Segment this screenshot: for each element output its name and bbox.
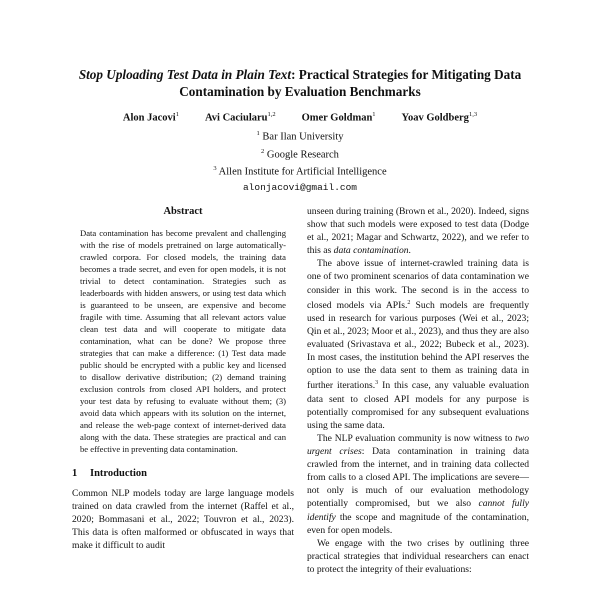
affiliation: $^3$ Allen Institute for Artificial Intelligence	[213, 165, 387, 178]
footnote-marker: 3	[375, 380, 379, 387]
body-paragraph: We engage with the two crises by outlining three practical strategies that individual researchers can enact to protect the integrity of their evaluations:	[307, 537, 529, 575]
footnote-marker: 2	[407, 299, 411, 306]
author-list	[40, 108, 560, 126]
author: Alon Jacovi$^1$	[122, 111, 179, 124]
paper-title-rest: : Practical Strategies for Mitigating Data Contamination by Evaluation Benchmarks	[179, 67, 522, 99]
left-column	[72, 205, 294, 552]
body-paragraph: The above issue of internet-crawled training data is one of two prominent scenarios of data contamination we consider in this work. The second is in the access to closed models via APIs.$^2$ Such models are frequently used in research for various purposes (Wei et al., 2023; Qin et al., 2023; Moor et al., 2023), and thus they are also evaluated (Srivastava et al., 2022; Bubeck et al., 2023). In most cases, the institution behind the API reserves the option to use the data sent to them as training data in further iterations.$^3$ In this case, any valuable evaluation data sent to closed API models for any purpose is potentially compromised for any subsequent evaluations using the same data.	[307, 258, 529, 431]
affiliation-list	[40, 127, 560, 195]
author: Yoav Goldberg$^{1,3}$	[401, 111, 478, 124]
author: Omer Goldman$^1$	[301, 111, 376, 124]
affiliation: $^2$ Google Research	[261, 147, 339, 161]
affiliation: $^1$ Bar Ilan University	[256, 130, 344, 143]
author-email: alonjacovi@gmail.com	[242, 182, 358, 194]
body-paragraph: The NLP evaluation community is now witness to two urgent crises: Data contamination in training data crawled from the internet, and in training data collected from calls to a closed API. The implications are severe—not only is much of our evaluation methodology potentially compromised, but we also cannot fully identify the scope and magnitude of the contamination, even for open models.	[307, 432, 529, 536]
author: Avi Caciularu$^{1,2}$	[204, 111, 276, 124]
right-column	[307, 205, 529, 576]
intro-paragraph: Common NLP models today are large language models trained on data crawled from the internet (Raffel et al., 2020; Bommasani et al., 2022; Touvron et al., 2023). This data is often malformed or obfuscated in ways that make it difficult to audit	[72, 488, 294, 552]
body-paragraph: unseen during training (Brown et al., 2020). Indeed, signs show that such models were exposed to test data (Dodge et al., 2021; Magar and Schwartz, 2022), and we refer to this as data contamination.	[307, 206, 529, 257]
section-number: 1	[72, 468, 78, 479]
paper-title	[40, 66, 560, 100]
section-title: Introduction	[90, 468, 147, 479]
section-heading-introduction	[72, 467, 294, 481]
abstract-heading: Abstract	[163, 206, 203, 217]
abstract-text: Data contamination has become prevalent and challenging with the rise of models pretrained on large automatically-crawled corpora. For closed models, the training data becomes a trade secret, and even for open models, it is not trivial to detect contamination. Strategies such as leaderboards with hidden answers, or using test data which is guaranteed to be unseen, are expensive and become fragile with time. Assuming that all relevant actors value clean test data and will cooperate to mitigate data contamination, what can be done? We propose three strategies that can make a difference: (1) Test data made public should be encrypted with a public key and licensed to disallow derivative distribution; (2) demand training exclusion controls from closed API holders, and protect your test data by refusing to evaluate without them; (3) avoid data which appears with its solution on the internet, and release the web-page context of internet-derived data along with the data. These strategies are practical and can be effective in preventing data contamination.	[80, 228, 286, 454]
paper-title-italic: Stop Uploading Test Data in Plain Text	[78, 67, 292, 82]
